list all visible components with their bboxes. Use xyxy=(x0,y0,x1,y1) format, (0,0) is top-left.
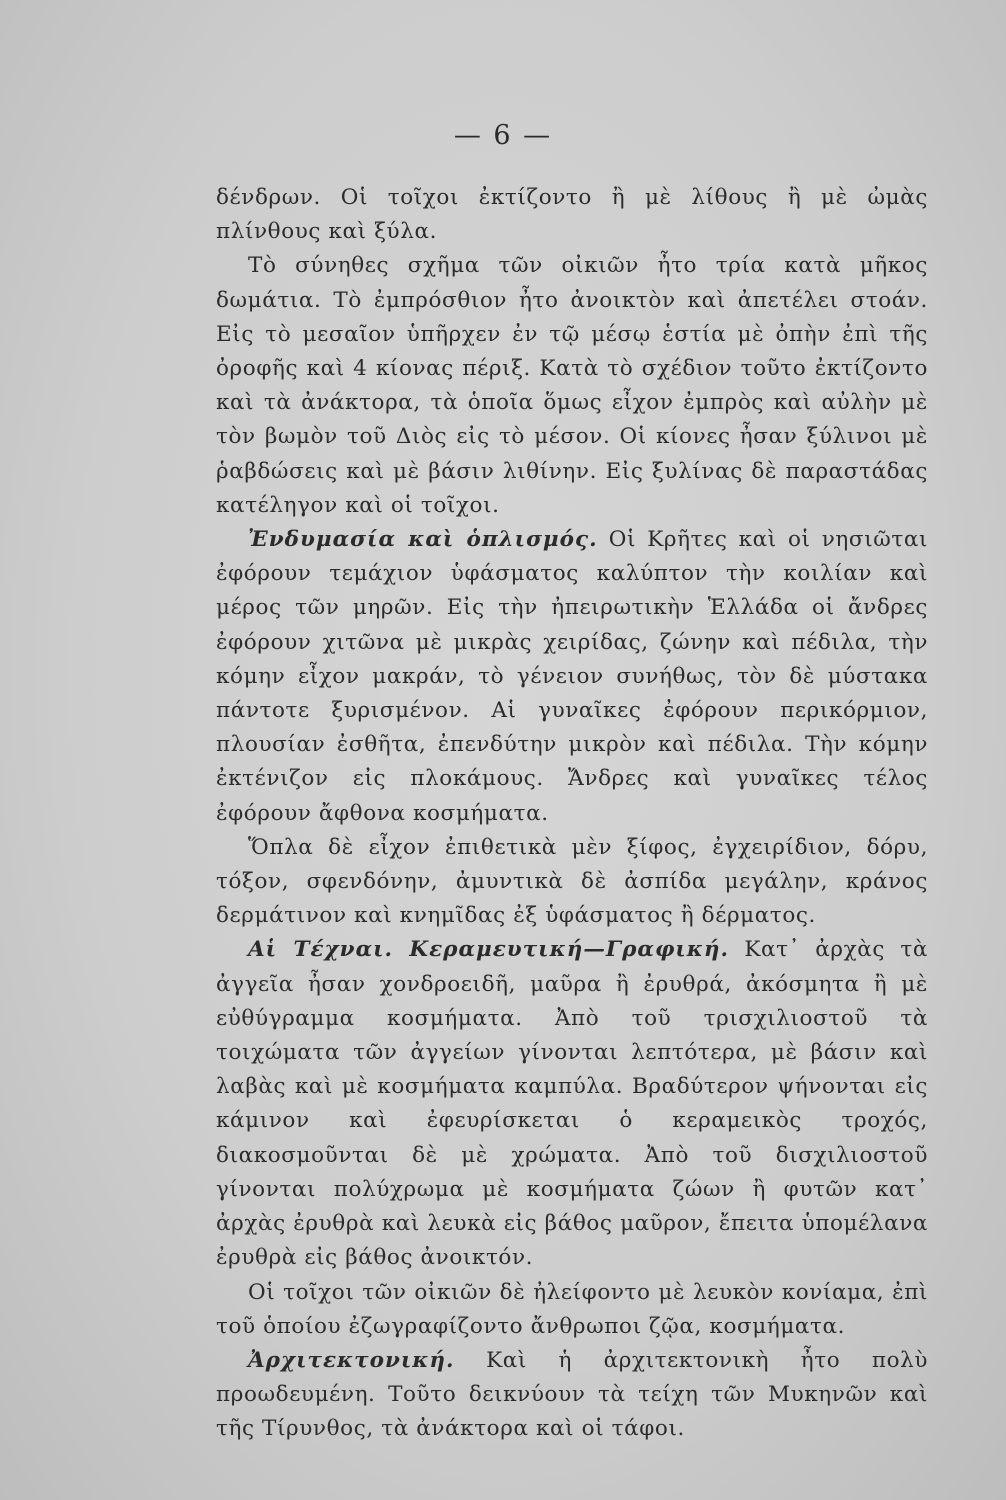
paragraph-3 xyxy=(216,523,928,831)
paragraph-6 xyxy=(216,1276,928,1344)
paragraph-text: Ὅπλα δὲ εἶχον ἐπιθετικὰ μὲν ξίφος, ἐγχειρίδιον, δόρυ, τόξον, σφενδόνην, ἀμυντικὰ δὲ ἀσπίδα μεγάλην, κράνος δερμάτινον καὶ κνημῖδας ἐξ ὑφάσματος ἢ δέρματος. xyxy=(216,834,928,929)
section-heading-clothing: Ἐνδυμασία καὶ ὁπλισμός. xyxy=(248,527,598,553)
paragraph-text: Οἱ Κρῆτες καὶ οἱ νησιῶται ἐφόρουν τεμάχιον ὑφάσματος καλύπτον τὴν κοιλίαν καὶ μέρος τῶν μηρῶν. Εἰς τὴν ἠπειρωτικὴν Ἑλλάδα οἱ ἄνδρες ἐφόρουν χιτῶνα μὲ μικρὰς χειρίδας, ζώνην καὶ πέδιλα, τὴν κόμην εἶχον μακράν, τὸ γένειον συνήθως, τὸν δὲ μύστακα πάντοτε ξυρισμένον. Αἱ γυναῖκες ἐφόρουν περικόρμιον, πλουσίαν ἐσθῆτα, ἐπενδύτην μικρὸν καὶ πέδιλα. Τὴν κόμην ἐκτένιζον εἰς πλοκάμους. Ἄνδρες καὶ γυναῖκες τέλος ἐφόρουν ἄφθονα κοσμήματα. xyxy=(216,527,928,826)
body-text xyxy=(216,181,928,1447)
paragraph-text: Οἱ τοῖχοι τῶν οἰκιῶν δὲ ἠλείφοντο μὲ λευκὸν κονίαμα, ἐπὶ τοῦ ὁποίου ἐζωγραφίζοντο ἄνθρωποι ζῷα, κοσμήματα. xyxy=(216,1279,928,1339)
page-number: — 6 — xyxy=(453,120,553,151)
paragraph-4 xyxy=(216,831,928,934)
paragraph-text: Κατ᾽ ἀρχὰς τὰ ἀγγεῖα ἦσαν χονδροειδῆ, μαῦρα ἢ ἐρυθρά, ἀκόσμητα ἢ μὲ εὐθύγραμμα κοσμήματα. Ἀπὸ τοῦ τρισχιλιοστοῦ τὰ τοιχώματα τῶν ἀγγείων γίνονται λεπτότερα, μὲ βάσιν καὶ λαβὰς καὶ μὲ κοσμήματα καμπύλα. Βραδύτερον ψήνονται εἰς κάμινον καὶ ἐφευρίσκεται ὁ κεραμεικὸς τροχός, διακοσμοῦνται δὲ μὲ χρώματα. Ἀπὸ τοῦ δισχιλιοστοῦ γίνονται πολύχρωμα μὲ κοσμήματα ζώων ἢ φυτῶν κατ᾽ ἀρχὰς ἐρυθρὰ καὶ λευκὰ εἰς βάθος μαῦρον, ἔπειτα ὑπομέλανα ἐρυθρὰ εἰς βάθος ἀνοικτόν. xyxy=(216,937,928,1271)
paragraph-1 xyxy=(216,181,928,249)
section-heading-architecture: Ἀρχιτεκτονική. xyxy=(248,1347,455,1373)
section-heading-arts: Αἱ Τέχναι. Κεραμευτική—Γραφική. xyxy=(248,937,730,963)
paragraph-5 xyxy=(216,933,928,1275)
paragraph-text: δένδρων. Οἱ τοῖχοι ἐκτίζοντο ἢ μὲ λίθους ἢ μὲ ὠμὰς πλίνθους καὶ ξύλα. xyxy=(216,185,928,245)
paragraph-text: Καὶ ἡ ἀρχιτεκτονικὴ ἦτο πολὺ προωδευμένη. Τοῦτο δεικνύουν τὰ τείχη τῶν Μυκηνῶν καὶ τῆς Τίρυνθος, τὰ ἀνάκτορα καὶ οἱ τάφοι. xyxy=(216,1347,929,1442)
paragraph-7 xyxy=(216,1344,928,1447)
paragraph-2 xyxy=(216,249,928,523)
paragraph-text: Τὸ σύνηθες σχῆμα τῶν οἰκιῶν ἦτο τρία κατὰ μῆκος δωμάτια. Τὸ ἐμπρόσθιον ἦτο ἀνοικτὸν καὶ ἀπετέλει στοάν. Εἰς τὸ μεσαῖον ὑπῆρχεν ἐν τῷ μέσῳ ἑστία μὲ ὀπὴν ἐπὶ τῆς ὀροφῆς καὶ 4 κίονας πέριξ. Κατὰ τὸ σχέδιον τοῦτο ἐκτίζοντο καὶ τὰ ἀνάκτορα, τὰ ὁποῖα ὅμως εἶχον ἐμπρὸς καὶ αὐλὴν μὲ τὸν βωμὸν τοῦ Διὸς εἰς τὸ μέσον. Οἱ κίονες ἦσαν ξύλινοι μὲ ῥαβδώσεις καὶ μὲ βάσιν λιθίνην. Εἰς ξυλίνας δὲ παραστάδας κατέληγον καὶ οἱ τοῖχοι. xyxy=(216,253,928,518)
